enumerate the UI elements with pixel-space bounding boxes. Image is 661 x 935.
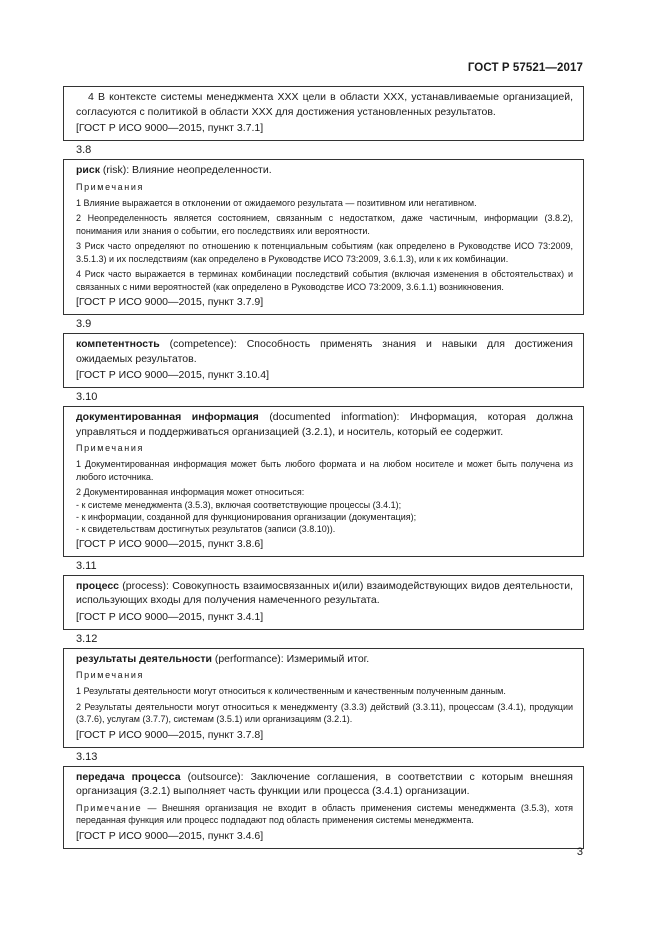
list-item: - к информации, созданной для функционирования организации (документация); <box>76 511 417 522</box>
reference: [ГОСТ Р ИСО 9000—2015, пункт 3.7.1] <box>76 122 264 134</box>
term-name: риск <box>76 164 100 176</box>
term-box-documented-information <box>63 406 584 557</box>
term-name: компетентность <box>76 338 160 350</box>
reference: [ГОСТ Р ИСО 9000—2015, пункт 3.7.8] <box>76 728 264 741</box>
term-box-performance <box>63 648 584 748</box>
term-box-competence <box>63 333 584 388</box>
reference: [ГОСТ Р ИСО 9000—2015, пункт 3.10.4] <box>76 369 269 381</box>
reference: [ГОСТ Р ИСО 9000—2015, пункт 3.4.1] <box>76 610 264 623</box>
term-number: 3.10 <box>76 391 98 403</box>
note-item: 4 Риск часто выражается в терминах комбинации последствий события (включая изменения в обстоятельствах) и связанных с ними вероятностей (как определено в Руководстве ИСО 73:2009, 3.6.1.1) возникновения. <box>76 269 573 292</box>
list-item: - к свидетельствам достигнутых результатов (записи (3.8.10)). <box>76 523 336 534</box>
document-header: ГОСТ Р 57521—2017 <box>467 62 583 74</box>
notes-label: Примечания <box>76 181 144 192</box>
term-definition: (performance): Измеримый итог. <box>214 652 370 665</box>
term-definition: (outsource): Заключение соглашения, в соответствии с которым внешняя организация (3.2.1) выполняет часть функции или процесса (3.4.1) организации. <box>76 770 573 797</box>
term-number: 3.12 <box>76 632 98 645</box>
term-definition: (risk): Влияние неопределенности. <box>102 164 272 176</box>
note-item: 1 Влияние выражается в отклонении от ожидаемого результата — позитивном или негативном. <box>76 197 477 208</box>
notes-label: Примечания <box>76 670 144 680</box>
term-number: 3.9 <box>76 318 92 330</box>
term-box-continuation <box>63 86 584 141</box>
term-number: 3.11 <box>76 559 97 572</box>
term-definition: (process): Совокупность взаимосвязанных и(или) взаимодействующих видов деятельности, использующих входы для получения намеченного результата. <box>76 579 573 606</box>
list-item: - к системе менеджмента (3.5.3), включая соответствующие процессы (3.4.1); <box>76 499 402 510</box>
reference: [ГОСТ Р ИСО 9000—2015, пункт 3.4.6] <box>76 829 264 842</box>
note-item: 3 Риск часто определяют по отношению к потенциальным событиям (как определено в Руководстве ИСО 73:2009, 3.5.1.3) и их последствиям (как определено в Руководстве ИСО 73:2009, 3.6.1.3), или к их комбинации. <box>76 241 573 264</box>
note-item: 2 Документированная информация может относиться: <box>76 487 305 497</box>
note-item: 2 Неопределенность является состоянием, связанным с недостатком, даже частичным, информации (3.8.2), понимания или знания о событии, его последствиях или вероятности. <box>76 213 573 236</box>
reference: [ГОСТ Р ИСО 9000—2015, пункт 3.7.9] <box>76 296 264 308</box>
term-name: передача процесса <box>76 770 181 783</box>
term-name: документированная информация <box>76 411 259 423</box>
term-box-process <box>63 575 584 630</box>
note-text: — Внешняя организация не входит в область применения системы менеджмента (3.5.3), хотя переданная функция или процесс подпадают под область применения системы менеджмента. <box>76 802 573 825</box>
page-number: 3 <box>576 846 583 858</box>
note-label: Примечание <box>76 802 143 813</box>
note-item: 2 Результаты деятельности могут относиться к менеджменту (3.3.3) действий (3.3.11), процессам (3.4.1), продукции (3.7.6), услугам (3.7.7), системам (3.5.1) или организациям (3.2.1). <box>76 701 573 724</box>
note-item: 1 Результаты деятельности могут относиться к количественным и качественным полученным данным. <box>76 686 506 696</box>
reference: [ГОСТ Р ИСО 9000—2015, пункт 3.8.6] <box>76 537 264 550</box>
notes-label: Примечания <box>76 443 144 453</box>
term-name: результаты деятельности <box>76 652 212 665</box>
term-number: 3.8 <box>76 144 92 156</box>
term-name: процесс <box>76 579 120 592</box>
term-definition: (competence): Способность применять знания и навыки для достижения ожидаемых результатов. <box>76 338 573 365</box>
note-text: 4 В контексте системы менеджмента XXX цели в области XXX, устанавливаемые организацией, согласуются с политикой в области XXX для достижения установленных результатов. <box>76 91 573 118</box>
note-item: 1 Документированная информация может быть любого формата и на любом носителе и может быть получена из любого источника. <box>76 459 573 482</box>
term-box-risk <box>63 159 584 315</box>
page-content <box>63 86 584 849</box>
term-number: 3.13 <box>76 750 98 763</box>
term-definition: (documented information): Информация, которая должна управляться и поддерживаться организацией (3.2.1), и носитель, который ее содержит. <box>76 411 573 438</box>
term-box-outsource <box>63 766 584 849</box>
